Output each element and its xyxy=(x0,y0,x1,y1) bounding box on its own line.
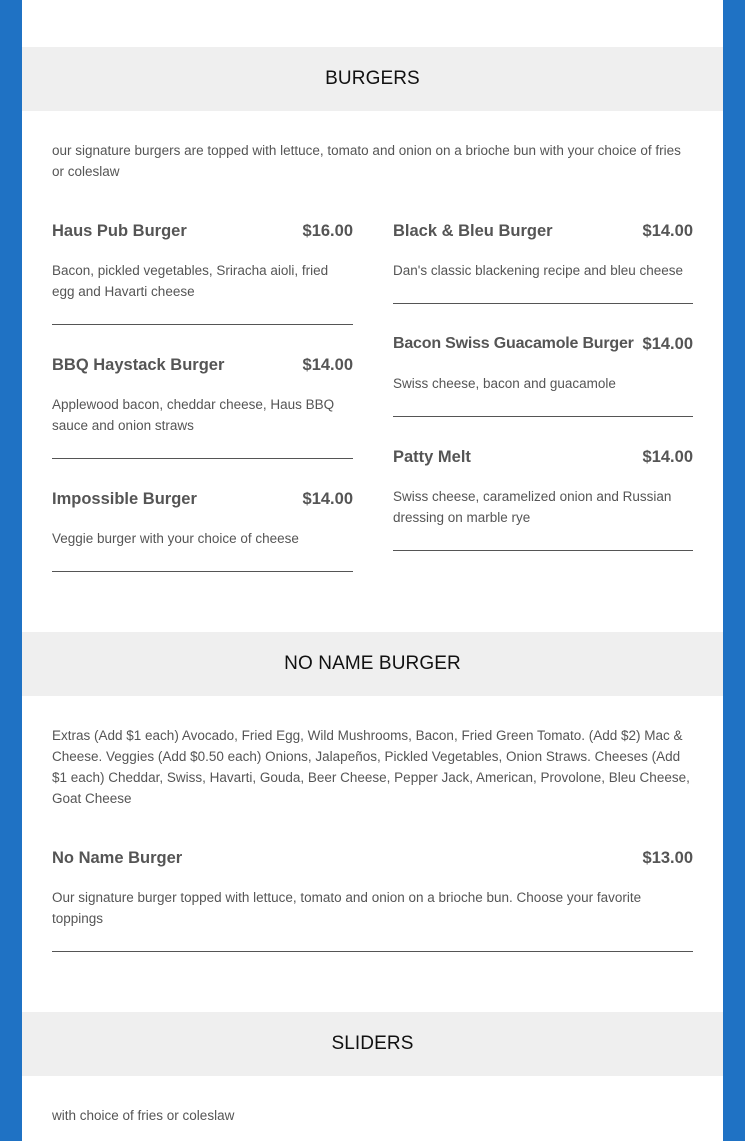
menu-item[interactable] xyxy=(52,488,353,572)
section-intro-no-name-burger: Extras (Add $1 each) Avocado, Fried Egg, Wild Mushrooms, Bacon, Fried Green Tomato. (Add $2) Mac & Cheese. Veggies (Add $0.50 each) Onions, Jalapeños, Pickled Vegetables, Onion Straws. Cheeses (Add $1 each) Cheddar, Swiss, Havarti, Gouda, Beer Cheese, Pepper Jack, American, Provolone, Bleu Cheese, Goat Cheese xyxy=(52,728,690,806)
section-header-sliders xyxy=(22,1012,723,1076)
item-description: Applewood bacon, cheddar cheese, Haus BBQ sauce and onion straws xyxy=(52,397,335,433)
section-title-no-name-burger: NO NAME BURGER xyxy=(284,653,461,674)
item-description: Swiss cheese, caramelized onion and Russian dressing on marble rye xyxy=(393,489,672,525)
item-name: Bacon Swiss Guacamole Burger xyxy=(393,335,634,352)
item-price: $14.00 xyxy=(642,448,693,466)
menu-item[interactable] xyxy=(393,446,693,551)
item-price: $14.00 xyxy=(642,335,693,353)
menu-item[interactable] xyxy=(52,354,353,459)
item-description: Our signature burger topped with lettuce, tomato and onion on a brioche bun. Choose your favorite toppings xyxy=(52,890,642,926)
item-name: Impossible Burger xyxy=(52,490,197,508)
item-name: No Name Burger xyxy=(52,849,183,867)
item-name: Patty Melt xyxy=(393,448,471,466)
section-title-sliders: SLIDERS xyxy=(331,1033,414,1054)
item-name: BBQ Haystack Burger xyxy=(52,356,225,374)
item-price: $14.00 xyxy=(302,356,353,374)
menu-item[interactable] xyxy=(52,847,693,952)
item-price: $13.00 xyxy=(642,849,693,867)
item-name: Haus Pub Burger xyxy=(52,222,187,240)
item-description: Swiss cheese, bacon and guacamole xyxy=(393,376,616,391)
section-intro-burgers: our signature burgers are topped with lettuce, tomato and onion on a brioche bun with your choice of fries or coleslaw xyxy=(52,143,681,179)
menu-item[interactable] xyxy=(52,220,353,325)
item-description: Veggie burger with your choice of cheese xyxy=(52,531,299,546)
section-header-burgers xyxy=(22,47,723,111)
item-name: Black & Bleu Burger xyxy=(393,222,553,240)
item-description: Bacon, pickled vegetables, Sriracha aioli, fried egg and Havarti cheese xyxy=(52,263,329,299)
item-price: $14.00 xyxy=(302,490,353,508)
item-price: $14.00 xyxy=(642,222,693,240)
menu-item[interactable] xyxy=(393,220,693,304)
section-title-burgers: BURGERS xyxy=(325,68,420,89)
item-price: $16.00 xyxy=(302,222,353,240)
menu-item[interactable] xyxy=(393,333,693,417)
item-description: Dan's classic blackening recipe and bleu cheese xyxy=(393,263,683,278)
section-intro-sliders: with choice of fries or coleslaw xyxy=(52,1108,235,1123)
section-header-no-name-burger xyxy=(22,632,723,696)
menu-page xyxy=(22,0,723,1141)
